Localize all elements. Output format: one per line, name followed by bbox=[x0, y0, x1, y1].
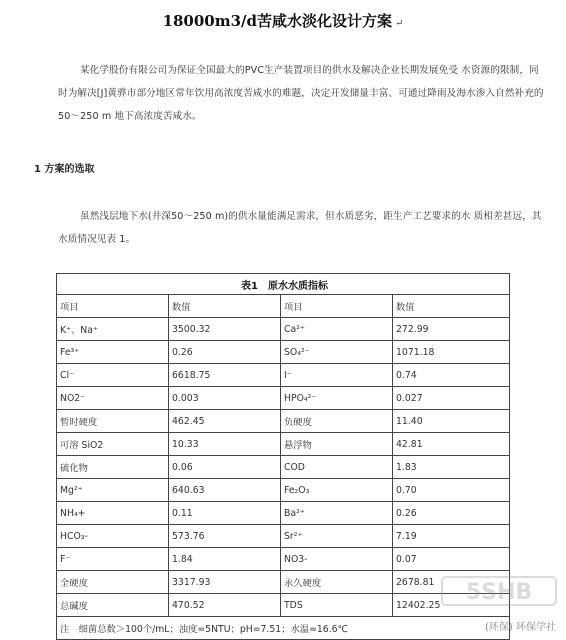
table-cell: F⁻ bbox=[57, 548, 169, 571]
table-row bbox=[57, 456, 510, 479]
title-text: 18000m3/d苦咸水淡化设计方案 bbox=[162, 12, 393, 30]
table-row bbox=[57, 341, 510, 364]
table-cell: 470.52 bbox=[169, 594, 281, 617]
table-cell: SO₄²⁻ bbox=[281, 341, 393, 364]
table-caption: 表1 原水水质指标 bbox=[57, 274, 510, 295]
header-cell: 项目 bbox=[57, 295, 169, 318]
table-cell: 7.19 bbox=[393, 525, 510, 548]
table-cell: 0.027 bbox=[393, 387, 510, 410]
header-cell: 项目 bbox=[281, 295, 393, 318]
table-row bbox=[57, 502, 510, 525]
table-cell: 0.74 bbox=[393, 364, 510, 387]
table-cell: 硫化物 bbox=[57, 456, 169, 479]
site-logo-watermark bbox=[440, 575, 558, 621]
watermark-subtext: (环保) 环保学社 bbox=[485, 622, 556, 633]
table-cell: 0.26 bbox=[393, 502, 510, 525]
table-cell: 总碱度 bbox=[57, 594, 169, 617]
table-cell: 573.76 bbox=[169, 525, 281, 548]
table-cell: Fe₂O₃ bbox=[281, 479, 393, 502]
body-paragraph: 虽然浅层地下水(井深50～250 m)的供水量能满足需求，但水质恶劣，距生产工艺要求的水 质相差甚远，其水质情况见表 1。 bbox=[58, 211, 542, 245]
table-cell: Fe³⁺ bbox=[57, 341, 169, 364]
table-cell: 272.99 bbox=[393, 318, 510, 341]
table-row bbox=[57, 479, 510, 502]
intro-paragraph: 某化学股份有限公司为保证全国最大的PVC生产装置项目的供水及解决企业长期发展免受 水资源的限制，同时为解决[J]黄骅市部分地区常年饮用高浓度苦咸水的难题，决定开发储量丰富、可通过降雨及海水渗入自然补充的 50～250 m 地下高浓度苦咸水。 bbox=[58, 65, 544, 122]
table-cell: I⁻ bbox=[281, 364, 393, 387]
table-cell: 6618.75 bbox=[169, 364, 281, 387]
table-cell: 3500.32 bbox=[169, 318, 281, 341]
table-cell: NH₄+ bbox=[57, 502, 169, 525]
table-cell: 1.83 bbox=[393, 456, 510, 479]
table-cell: NO3- bbox=[281, 548, 393, 571]
table-row bbox=[57, 318, 510, 341]
table-cell: 悬浮物 bbox=[281, 433, 393, 456]
table-cell: HCO₃- bbox=[57, 525, 169, 548]
header-cell: 数值 bbox=[393, 295, 510, 318]
table-row bbox=[57, 525, 510, 548]
paragraph-mark-icon: ↵ bbox=[395, 18, 404, 29]
table-cell: 1.84 bbox=[169, 548, 281, 571]
table-cell: 永久硬度 bbox=[281, 571, 393, 594]
table-row bbox=[57, 364, 510, 387]
table-cell: 0.07 bbox=[393, 548, 510, 571]
table-note: 注 细菌总数＞100个/mL；浊度=5NTU；pH=7.51；水温=16.6℃ bbox=[57, 617, 510, 640]
table-cell: 暂时硬度 bbox=[57, 410, 169, 433]
table-row bbox=[57, 387, 510, 410]
table-cell: Mg²⁺ bbox=[57, 479, 169, 502]
table-cell: 0.26 bbox=[169, 341, 281, 364]
table-cell: 可溶 SiO2 bbox=[57, 433, 169, 456]
section-heading: 1 方案的选取 bbox=[34, 164, 95, 175]
table-cell: 负硬度 bbox=[281, 410, 393, 433]
table-cell: 2678.81 bbox=[393, 571, 510, 594]
table-cell: 全硬度 bbox=[57, 571, 169, 594]
table-row bbox=[57, 410, 510, 433]
table-cell: 0.70 bbox=[393, 479, 510, 502]
table-cell: 12402.25 bbox=[393, 594, 510, 617]
table-cell: Cl⁻ bbox=[57, 364, 169, 387]
table-cell: Sr²⁺ bbox=[281, 525, 393, 548]
table-cell: K⁺、Na⁺ bbox=[57, 318, 169, 341]
table-row bbox=[57, 548, 510, 571]
logo-mark-icon bbox=[440, 575, 558, 621]
table-cell: 11.40 bbox=[393, 410, 510, 433]
table-cell: 0.003 bbox=[169, 387, 281, 410]
table-cell: 1071.18 bbox=[393, 341, 510, 364]
table-cell: Ca²⁺ bbox=[281, 318, 393, 341]
table-header-row bbox=[57, 295, 510, 318]
table-cell: 10.33 bbox=[169, 433, 281, 456]
document-title bbox=[0, 10, 566, 31]
header-cell: 数值 bbox=[169, 295, 281, 318]
table-cell: 42.81 bbox=[393, 433, 510, 456]
table-cell: 640.63 bbox=[169, 479, 281, 502]
table-cell: Ba²⁺ bbox=[281, 502, 393, 525]
table-cell: TDS bbox=[281, 594, 393, 617]
logo-text: 5SHB bbox=[465, 580, 533, 605]
table-cell: 3317.93 bbox=[169, 571, 281, 594]
table-cell: HPO₄²⁻ bbox=[281, 387, 393, 410]
table-cell: 0.06 bbox=[169, 456, 281, 479]
table-cell: COD bbox=[281, 456, 393, 479]
table-row bbox=[57, 433, 510, 456]
table-cell: 462.45 bbox=[169, 410, 281, 433]
table-cell: NO2⁻ bbox=[57, 387, 169, 410]
table-cell: 0.11 bbox=[169, 502, 281, 525]
